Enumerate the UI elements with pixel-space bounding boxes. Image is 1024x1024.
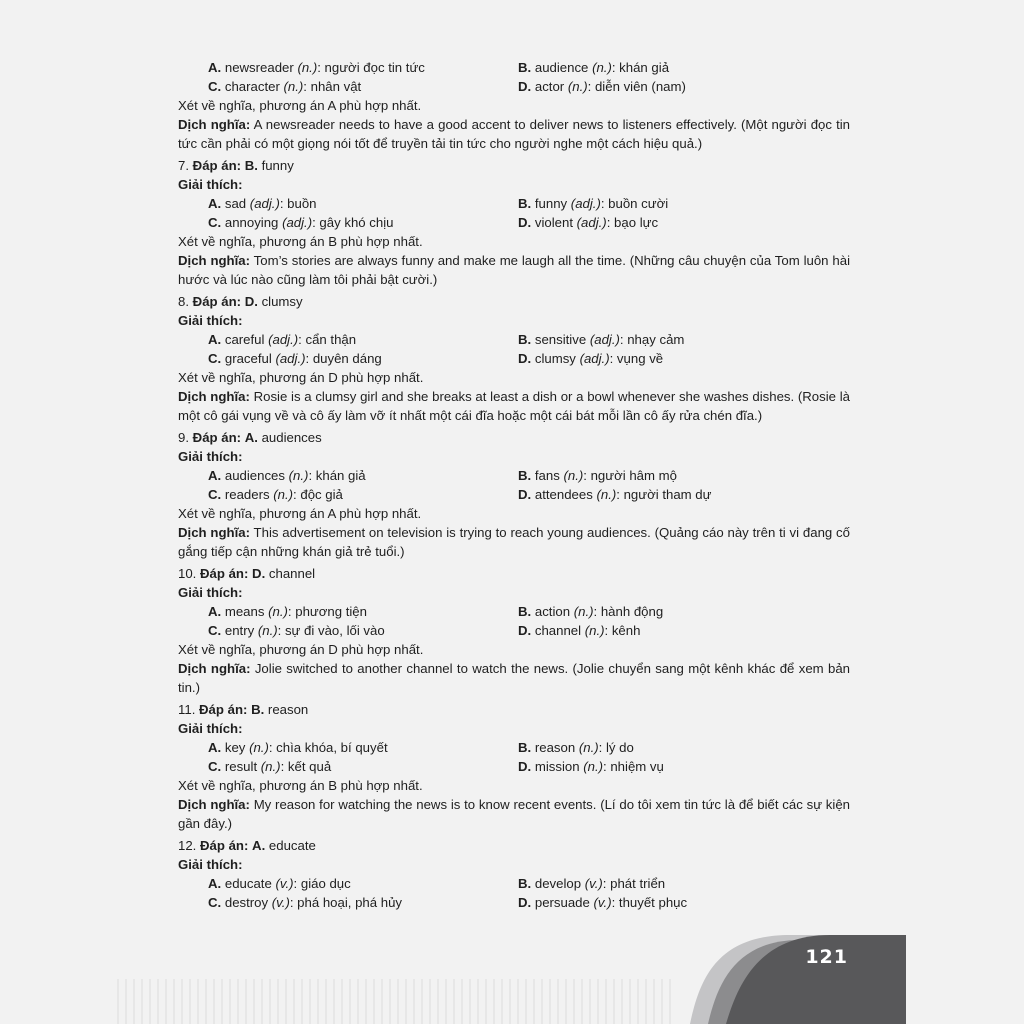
answer-line: 11. Đáp án: B. reason <box>178 702 309 717</box>
conclusion: Xét về nghĩa, phương án A phù hợp nhất. <box>178 98 422 113</box>
question-block <box>178 156 850 289</box>
conclusion: Xét về nghĩa, phương án A phù hợp nhất. <box>178 506 422 521</box>
option-c: C. character (n.): nhân vật <box>208 79 362 94</box>
question-block <box>178 428 850 561</box>
explanation-label: Giải thích: <box>178 721 243 736</box>
option-grid <box>178 58 850 96</box>
page-number: 121 <box>805 946 848 968</box>
option-d: D. channel (n.): kênh <box>518 623 641 638</box>
answer-line: 12. Đáp án: A. educate <box>178 838 316 853</box>
translation: Dịch nghĩa: My reason for watching the news is to know recent events. (Lí do tôi xem tin tức là để biết các sự kiện gần đây.) <box>178 797 850 831</box>
question-block <box>178 292 850 425</box>
option-b: B. action (n.): hành động <box>518 604 664 619</box>
explanation-label: Giải thích: <box>178 313 243 328</box>
option-d: D. violent (adj.): bạo lực <box>518 215 659 230</box>
question-block <box>178 564 850 697</box>
option-a: A. careful (adj.): cẩn thận <box>208 332 357 347</box>
explanation-label: Giải thích: <box>178 177 243 192</box>
question-block <box>178 836 850 912</box>
option-c: C. result (n.): kết quả <box>208 759 332 774</box>
question-block <box>178 700 850 833</box>
answer-line: 10. Đáp án: D. channel <box>178 566 316 581</box>
option-grid <box>178 466 850 504</box>
option-grid <box>178 738 850 776</box>
conclusion: Xét về nghĩa, phương án D phù hợp nhất. <box>178 642 424 657</box>
option-c: C. entry (n.): sự đi vào, lối vào <box>208 623 385 638</box>
option-c: C. destroy (v.): phá hoại, phá hủy <box>208 895 403 910</box>
option-d: D. mission (n.): nhiệm vụ <box>518 759 664 774</box>
option-b: B. funny (adj.): buồn cười <box>518 196 669 211</box>
answer-line: 9. Đáp án: A. audiences <box>178 430 322 445</box>
translation: Dịch nghĩa: Rosie is a clumsy girl and she breaks at least a dish or a bowl whenever she washes dishes. (Rosie là một cô gái vụng về và cô ấy làm vỡ ít nhất một cái đĩa hoặc một cái bát mỗi lần cô ấy rửa chén đĩa.) <box>178 389 850 423</box>
page-footer-decoration <box>0 935 1024 1024</box>
explanation-label: Giải thích: <box>178 585 243 600</box>
answer-line: 8. Đáp án: D. clumsy <box>178 294 303 309</box>
answer-line: 7. Đáp án: B. funny <box>178 158 294 173</box>
option-grid <box>178 194 850 232</box>
option-d: D. attendees (n.): người tham dự <box>518 487 712 502</box>
option-b: B. develop (v.): phát triển <box>518 876 666 891</box>
option-c: C. annoying (adj.): gây khó chịu <box>208 215 394 230</box>
option-a: A. audiences (n.): khán giả <box>208 468 366 483</box>
explanation-label: Giải thích: <box>178 449 243 464</box>
option-b: B. reason (n.): lý do <box>518 740 634 755</box>
option-grid <box>178 874 850 912</box>
option-c: C. readers (n.): độc giả <box>208 487 343 502</box>
question-list <box>178 156 850 912</box>
option-d: D. actor (n.): diễn viên (nam) <box>518 79 686 94</box>
option-d: D. clumsy (adj.): vụng về <box>518 351 664 366</box>
option-b: B. sensitive (adj.): nhạy cảm <box>518 332 685 347</box>
conclusion: Xét về nghĩa, phương án D phù hợp nhất. <box>178 370 424 385</box>
explanation-label: Giải thích: <box>178 857 243 872</box>
answer-key-page <box>178 58 850 915</box>
option-d: D. persuade (v.): thuyết phục <box>518 895 688 910</box>
translation: Dịch nghĩa: A newsreader needs to have a good accent to deliver news to listeners effectively. (Một người đọc tin tức cần phải có một giọng nói tốt để truyền tải tin tức cho người nghe một cách hiệu quả.) <box>178 117 850 151</box>
conclusion: Xét về nghĩa, phương án B phù hợp nhất. <box>178 778 423 793</box>
option-a: A. means (n.): phương tiện <box>208 604 367 619</box>
translation: Dịch nghĩa: This advertisement on television is trying to reach young audiences. (Quảng cáo này trên ti vi đang cố gắng tiếp cận những khán giả trẻ tuổi.) <box>178 525 850 559</box>
conclusion: Xét về nghĩa, phương án B phù hợp nhất. <box>178 234 423 249</box>
option-b: B. fans (n.): người hâm mộ <box>518 468 677 483</box>
option-c: C. graceful (adj.): duyên dáng <box>208 351 382 366</box>
option-grid <box>178 602 850 640</box>
option-a: A. educate (v.): giáo dục <box>208 876 351 891</box>
option-a: A. sad (adj.): buồn <box>208 196 317 211</box>
question-6-continued <box>178 58 850 153</box>
option-a: A. key (n.): chìa khóa, bí quyết <box>208 740 388 755</box>
option-b: B. audience (n.): khán giả <box>518 60 670 75</box>
option-grid <box>178 330 850 368</box>
translation: Dịch nghĩa: Jolie switched to another channel to watch the news. (Jolie chuyển sang một kênh khác để xem bản tin.) <box>178 661 850 695</box>
option-a: A. newsreader (n.): người đọc tin tức <box>208 60 425 75</box>
translation: Dịch nghĩa: Tom’s stories are always funny and make me laugh all the time. (Những câu chuyện của Tom luôn hài hước và lúc nào cũng làm tôi phải bật cười.) <box>178 253 850 287</box>
